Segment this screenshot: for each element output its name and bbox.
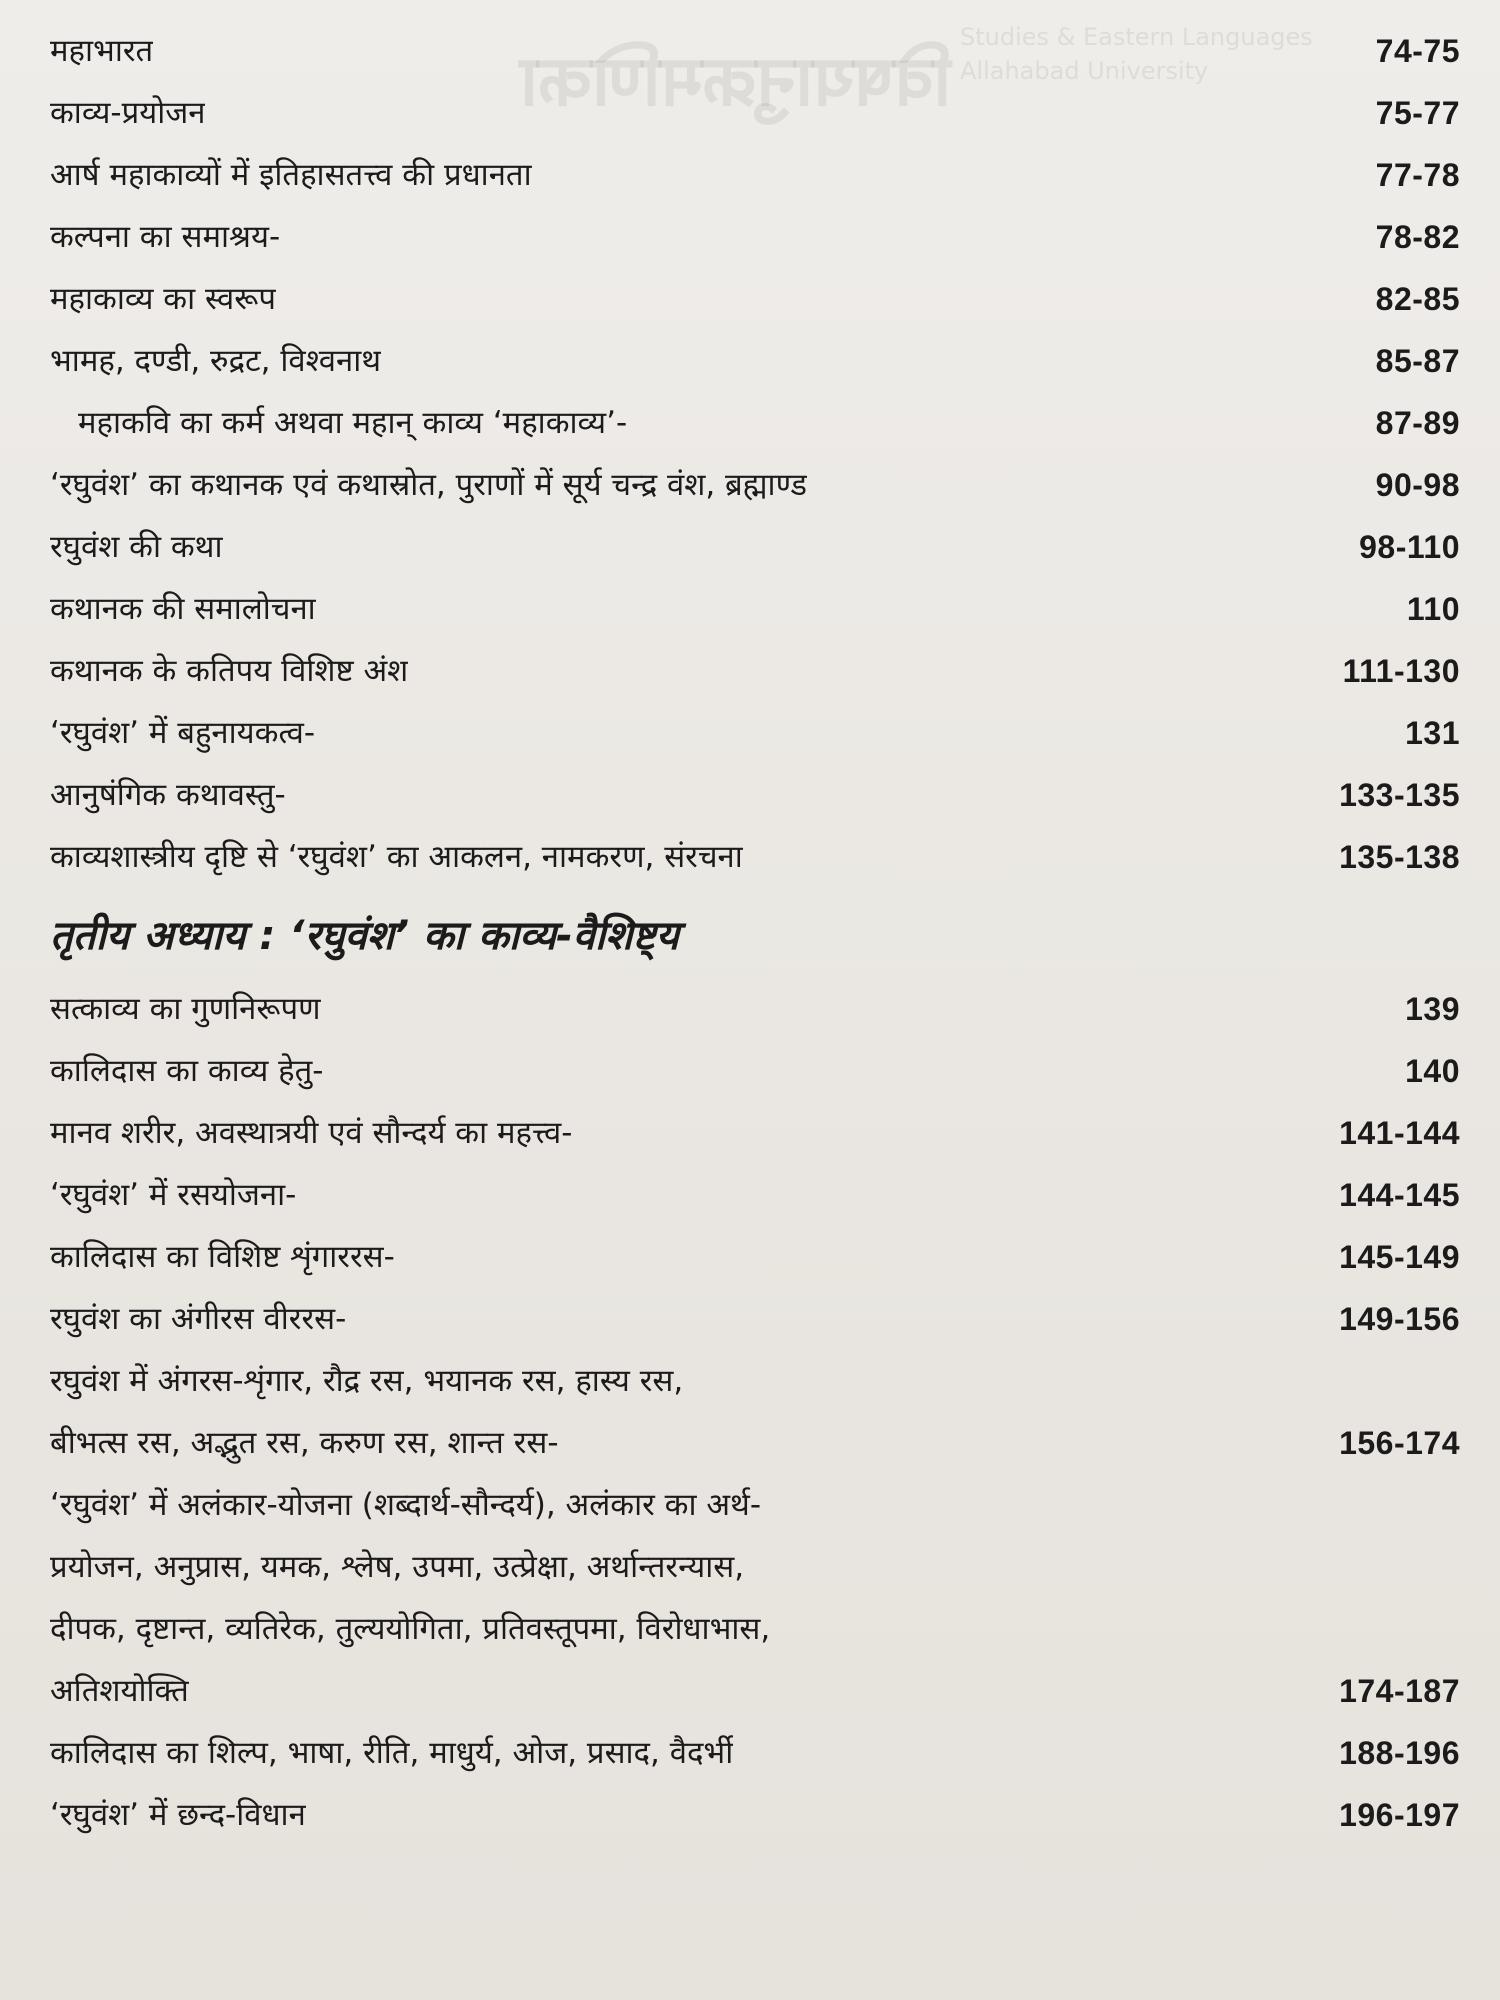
toc-entry-title: रघुवंश में अंगरस-शृंगार, रौद्र रस, भयानक रस, हास्य रस, bbox=[50, 1363, 684, 1399]
toc-entry bbox=[50, 640, 1460, 702]
toc-entry-pages: 140 bbox=[1405, 1053, 1460, 1089]
toc-entry bbox=[50, 1040, 1460, 1102]
toc-entry-title: काव्यशास्त्रीय दृष्टि से ‘रघुवंश’ का आकलन, नामकरण, संरचना bbox=[50, 839, 743, 875]
toc-entry-title: कल्पना का समाश्रय- bbox=[50, 219, 281, 255]
toc-entry-pages: 82-85 bbox=[1375, 281, 1460, 317]
toc-entry bbox=[50, 1164, 1460, 1226]
toc-entry-title: ‘रघुवंश’ में बहुनायकत्व- bbox=[50, 715, 316, 751]
toc-entry-pages: 111-130 bbox=[1342, 653, 1460, 689]
toc-entry bbox=[50, 206, 1460, 268]
bleed-through-text: Studies & Eastern Languages Allahabad University bbox=[960, 23, 1313, 85]
toc-entry bbox=[50, 978, 1460, 1040]
toc-entry-title: महाकवि का कर्म अथवा महान् काव्य ‘महाकाव्य’- bbox=[78, 405, 628, 441]
toc-entry-title: महाभारत bbox=[50, 33, 154, 69]
toc-entry bbox=[50, 1722, 1460, 1784]
toc-entry-title: ‘रघुवंश’ में छन्द-विधान bbox=[50, 1797, 306, 1833]
chapter-heading: तृतीय अध्याय : ‘रघुवंश’ का काव्य-वैशिष्ट्य bbox=[50, 913, 679, 959]
toc-entry-pages: 131 bbox=[1405, 715, 1460, 751]
toc-entry-pages: 135-138 bbox=[1339, 839, 1460, 875]
toc-entry-title: कालिदास का काव्य हेतु- bbox=[50, 1053, 324, 1089]
toc-entry-title: रघुवंश की कथा bbox=[50, 529, 223, 565]
toc-entry-title: ‘रघुवंश’ का कथानक एवं कथास्रोत, पुराणों में सूर्य चन्द्र वंश, ब्रह्माण्ड bbox=[50, 467, 807, 503]
toc-entry-title: अतिशयोक्ति bbox=[50, 1673, 189, 1709]
toc-entry bbox=[50, 1536, 1460, 1598]
toc-entry-title: कालिदास का विशिष्ट शृंगाररस- bbox=[50, 1239, 395, 1275]
toc-entry bbox=[50, 454, 1460, 516]
toc-entry-title: बीभत्स रस, अद्भुत रस, करुण रस, शान्त रस- bbox=[50, 1425, 559, 1461]
toc-section-2 bbox=[50, 978, 1460, 1846]
toc-entry bbox=[50, 1598, 1460, 1660]
toc-entry-title: दीपक, दृष्टान्त, व्यतिरेक, तुल्ययोगिता, प्रतिवस्तूपमा, विरोधाभास, bbox=[50, 1611, 771, 1647]
table-of-contents bbox=[50, 20, 1460, 1846]
toc-entry bbox=[50, 1784, 1460, 1846]
toc-entry-title: कथानक के कतिपय विशिष्ट अंश bbox=[50, 653, 409, 689]
toc-entry-title: महाकाव्य का स्वरूप bbox=[50, 281, 276, 317]
toc-entry bbox=[50, 330, 1460, 392]
toc-entry bbox=[50, 82, 1460, 144]
toc-entry-title: मानव शरीर, अवस्थात्रयी एवं सौन्दर्य का महत्त्व- bbox=[50, 1115, 573, 1151]
toc-entry-pages: 77-78 bbox=[1375, 157, 1460, 193]
toc-entry bbox=[50, 392, 1460, 454]
toc-entry-pages: 87-89 bbox=[1375, 405, 1460, 441]
toc-entry-title: रघुवंश का अंगीरस वीररस- bbox=[50, 1301, 347, 1337]
toc-entry-pages: 139 bbox=[1405, 991, 1460, 1027]
toc-entry bbox=[50, 516, 1460, 578]
toc-entry bbox=[50, 826, 1460, 888]
toc-entry-pages: 110 bbox=[1406, 591, 1460, 627]
toc-entry bbox=[50, 1102, 1460, 1164]
toc-entry bbox=[50, 144, 1460, 206]
toc-entry bbox=[50, 764, 1460, 826]
toc-entry-pages: 78-82 bbox=[1375, 219, 1460, 255]
toc-entry-pages: 90-98 bbox=[1375, 467, 1460, 503]
toc-entry-pages: 174-187 bbox=[1339, 1673, 1460, 1709]
toc-entry-title: भामह, दण्डी, रुद्रट, विश्वनाथ bbox=[50, 343, 382, 379]
toc-entry-pages: 141-144 bbox=[1339, 1115, 1460, 1151]
toc-entry-pages: 196-197 bbox=[1339, 1797, 1460, 1833]
toc-entry bbox=[50, 1226, 1460, 1288]
toc-entry-pages: 188-196 bbox=[1339, 1735, 1460, 1771]
toc-entry-pages: 144-145 bbox=[1339, 1177, 1460, 1213]
toc-entry-title: ‘रघुवंश’ में रसयोजना- bbox=[50, 1177, 297, 1213]
toc-entry-title: प्रयोजन, अनुप्रास, यमक, श्लेष, उपमा, उत्प्रेक्षा, अर्थान्तरन्यास, bbox=[50, 1549, 745, 1585]
toc-entry bbox=[50, 268, 1460, 330]
toc-entry-title: सत्काव्य का गुणनिरूपण bbox=[50, 991, 321, 1027]
toc-entry bbox=[50, 1660, 1460, 1722]
toc-section-1 bbox=[50, 20, 1460, 888]
toc-entry-pages: 75-77 bbox=[1375, 95, 1460, 131]
toc-entry-pages: 156-174 bbox=[1339, 1425, 1460, 1461]
toc-entry-title: आर्ष महाकाव्यों में इतिहासतत्त्व की प्रधानता bbox=[50, 157, 532, 193]
toc-entry bbox=[50, 1412, 1460, 1474]
toc-entry bbox=[50, 578, 1460, 640]
toc-entry-pages: 133-135 bbox=[1339, 777, 1460, 813]
toc-entry-pages: 145-149 bbox=[1339, 1239, 1460, 1275]
toc-entry-title: कथानक की समालोचना bbox=[50, 591, 316, 627]
toc-entry-pages: 98-110 bbox=[1359, 529, 1460, 565]
toc-entry bbox=[50, 1474, 1460, 1536]
toc-entry-title: काव्य-प्रयोजन bbox=[50, 95, 206, 131]
toc-entry bbox=[50, 1350, 1460, 1412]
toc-entry-title: कालिदास का शिल्प, भाषा, रीति, माधुर्य, ओज, प्रसाद, वैदर्भी bbox=[50, 1735, 734, 1771]
toc-entry-pages: 149-156 bbox=[1339, 1301, 1460, 1337]
toc-entry-title: आनुषंगिक कथावस्तु- bbox=[50, 777, 286, 813]
toc-entry bbox=[50, 20, 1460, 82]
toc-entry bbox=[50, 1288, 1460, 1350]
toc-entry-pages: 85-87 bbox=[1375, 343, 1460, 379]
bleed-through-heading: विषयानुक्रमणिका bbox=[520, 40, 952, 122]
toc-entry-title: ‘रघुवंश’ में अलंकार-योजना (शब्दार्थ-सौन्दर्य), अलंकार का अर्थ- bbox=[50, 1487, 762, 1523]
toc-entry bbox=[50, 702, 1460, 764]
toc-entry-pages: 74-75 bbox=[1375, 33, 1460, 69]
